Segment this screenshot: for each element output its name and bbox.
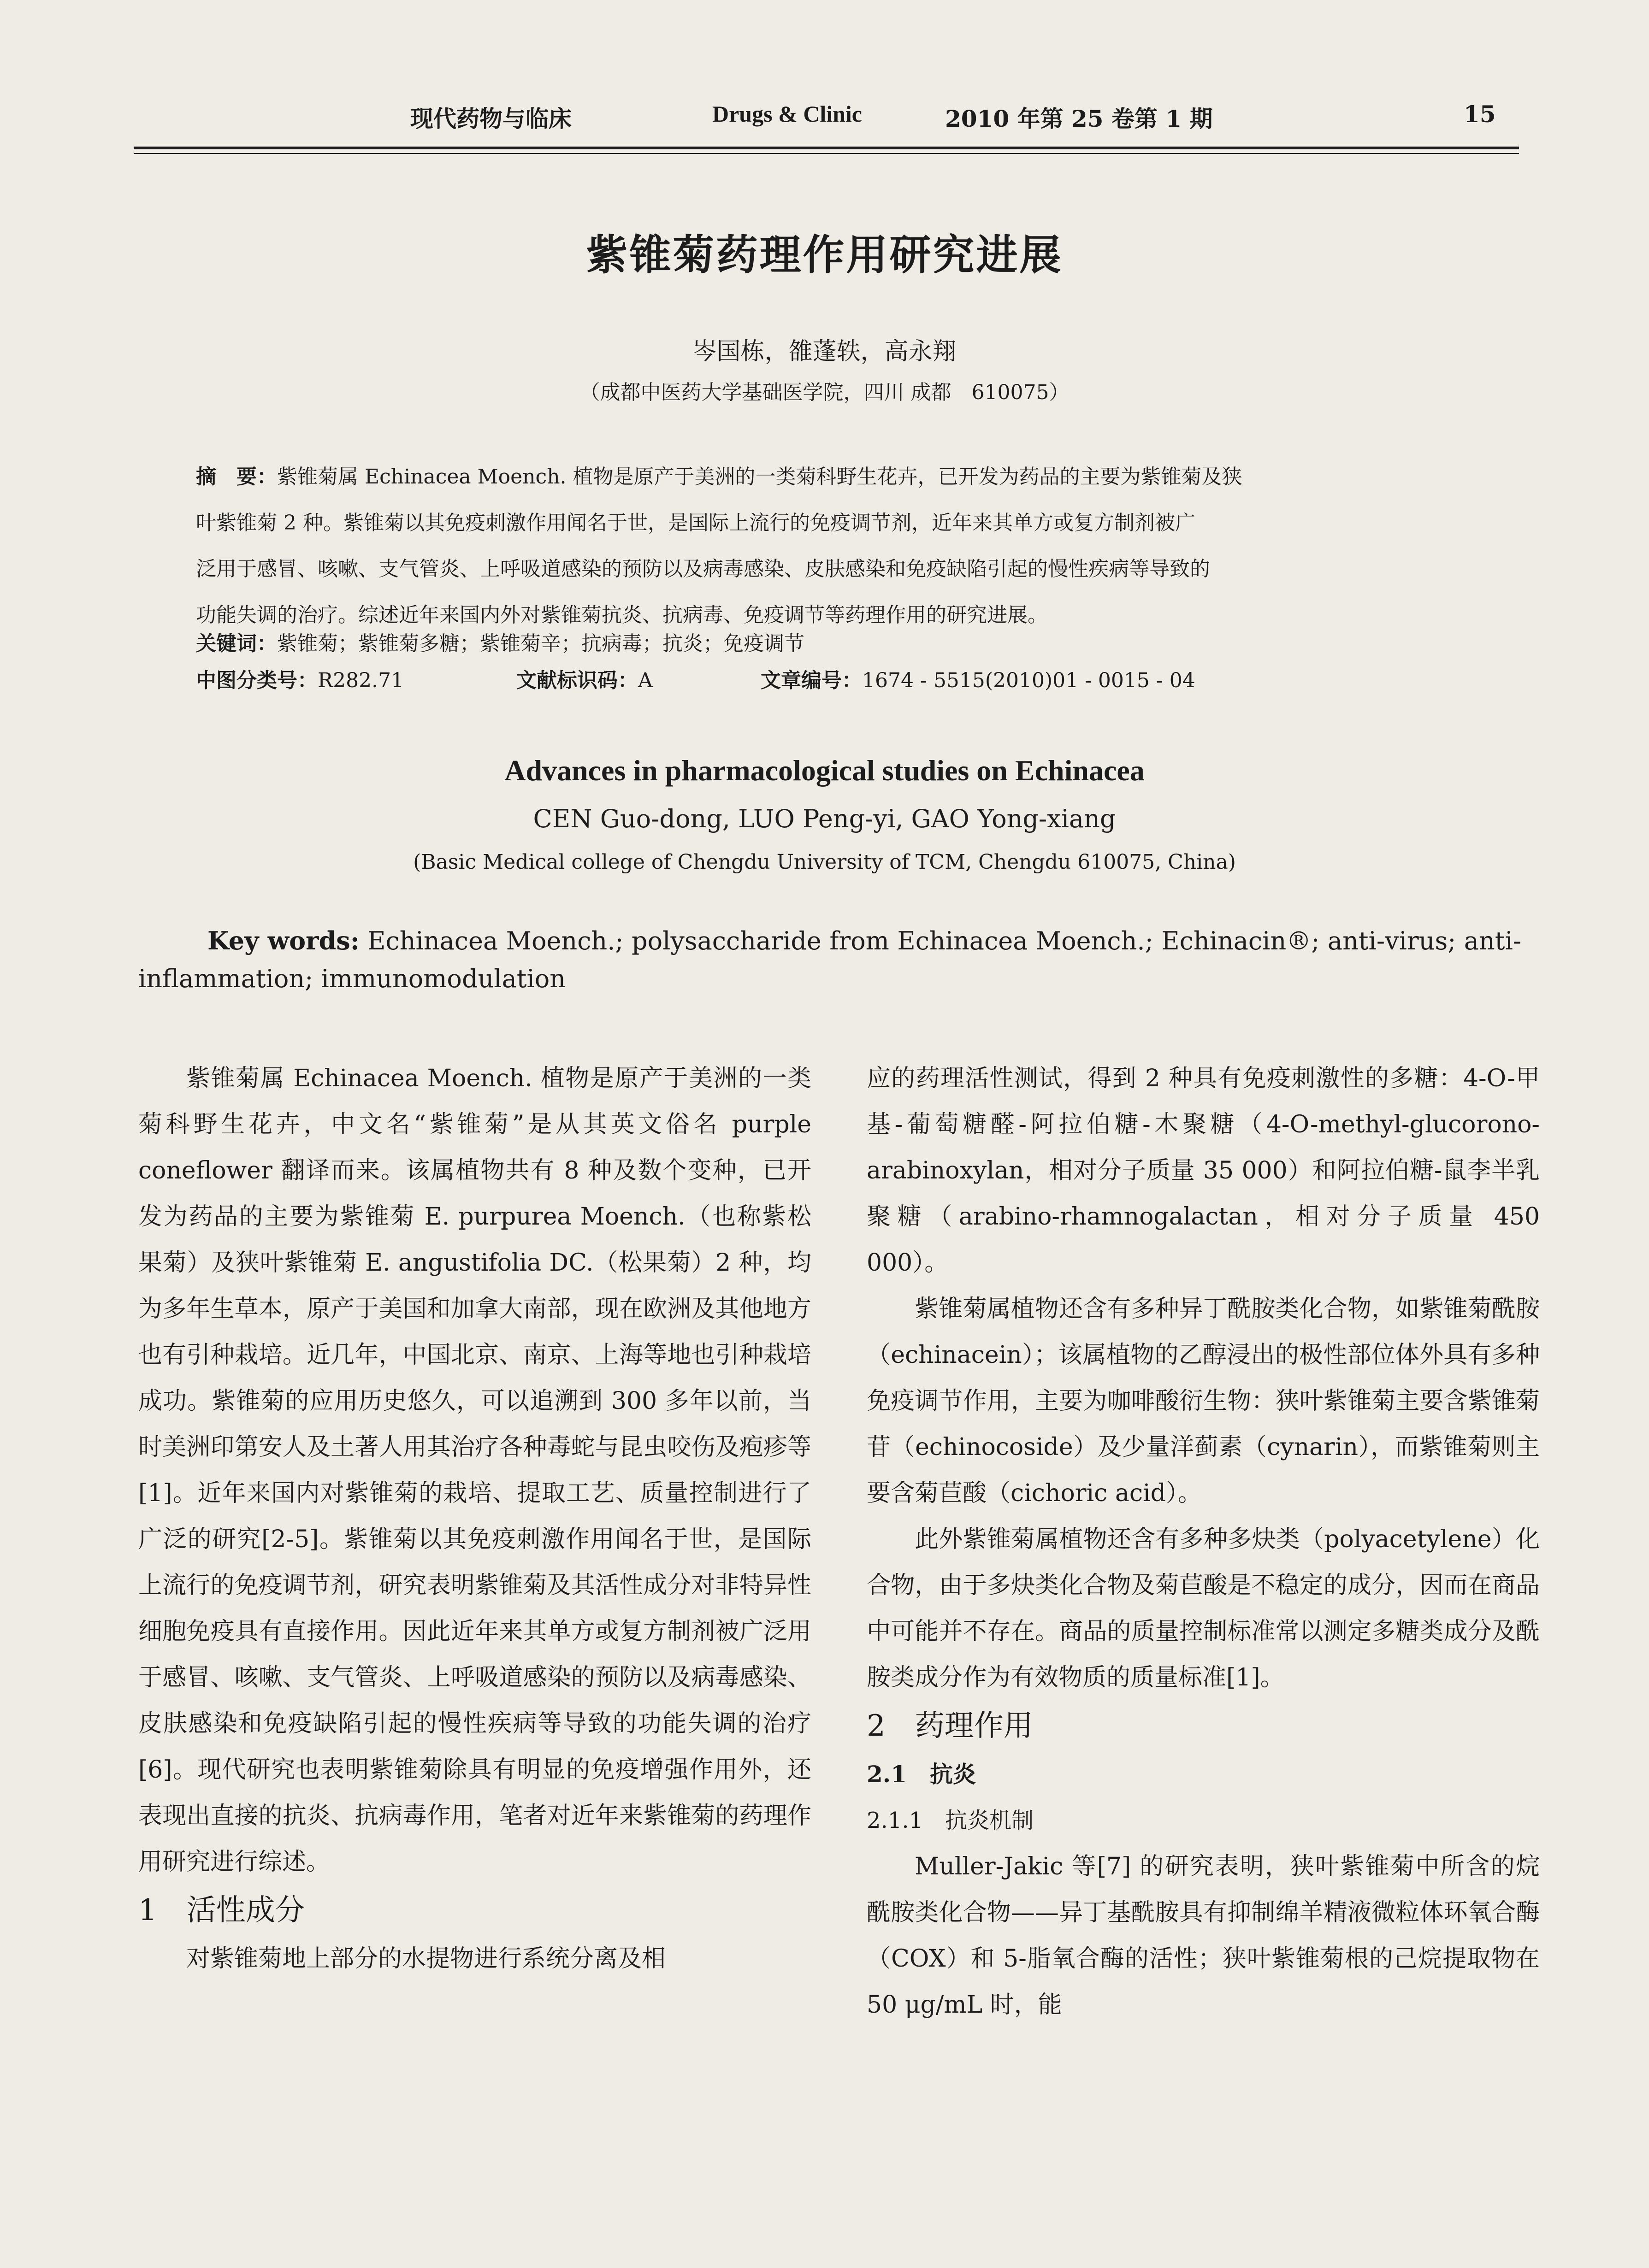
left-paragraph-2: 对紫锥菊地上部分的水提物进行系统分离及相 (186, 1945, 666, 1973)
abstract-line-3: 泛用于感冒、咳嗽、支气管炎、上呼吸道感染的预防以及病毒感染、皮肤感染和免疫缺陷引起的慢性疾病等导致的 (196, 557, 1210, 581)
abstract-label: 摘 要： (196, 465, 277, 489)
keywords-label: 关键词： (196, 632, 277, 655)
left-paragraph-1: 紫锥菊属 Echinacea Moench. 植物是原产于美洲的一类菊科野生花卉，中文名“紫锥菊”是从其英文俗名 purple coneflower 翻译而来。该属植物共有 8 种及数个变种，已开发为药品的主要为紫锥菊 E. purpurea Moench.（也称紫松果菊）及狭叶紫锥菊 E. angustifolia DC.（松果菊）2 种，均为多年生草本，原产于美国和加拿大南部，现在欧洲及其他地方也有引种栽培。近几年，中国北京、南京、上海等地也引种栽培成功。紫锥菊的应用历史悠久，可以追溯到 300 多年以前，当时美洲印第安人及土著人用其治疗各种毒蛇与昆虫咬伤及疱疹等[1]。近年来国内对紫锥菊的栽培、提取工艺、质量控制进行了广泛的研究[2-5]。紫锥菊以其免疫刺激作用闻名于世，是国际上流行的免疫调节剂，研究表明紫锥菊及其活性成分对非特异性细胞免疫具有直接作用。因此近年来其单方或复方制剂被广泛用于感冒、咳嗽、支气管炎、上呼吸道感染的预防以及病毒感染、皮肤感染和免疫缺陷引起的慢性疾病等导致的功能失调的治疗[6]。现代研究也表明紫锥菊除具有明显的免疫增强作用外，还表现出直接的抗炎、抗病毒作用，笔者对近年来紫锥菊的药理作用研究进行综述。 (138, 1065, 811, 1876)
clc-label: 中图分类号： (196, 669, 318, 692)
affiliation-cn: （成都中医药大学基础医学院，四川 成都 610075） (579, 381, 1070, 404)
article-title: 紫锥菊药理作用研究进展 (586, 230, 1063, 279)
section-heading-2: 2 药理作用 (867, 1709, 1033, 1743)
right-paragraph-3: 此外紫锥菊属植物还含有多种多炔类（polyacetylene）化合物，由于多炔类化合物及菊苣酸是不稳定的成分，因而在商品中可能并不存在。商品的质量控制标准常以测定多糖类成分及酰胺类成分作为有效物质的质量标准[1]。 (867, 1526, 1540, 1691)
right-paragraph-1: 应的药理活性测试，得到 2 种具有免疫刺激性的多糖：4-O-甲基-葡萄糖醛-阿拉伯糖-木聚糖（4-O-methyl-glucorono-arabinoxylan，相对分子质量 35 000）和阿拉伯糖-鼠李半乳聚糖（arabino-rhamnogalactan，相对分子质量 450 000）。 (867, 1065, 1540, 1277)
english-affiliation: (Basic Medical college of Chengdu University of TCM, Chengdu 610075, China) (413, 850, 1236, 874)
header-rule-thin (134, 153, 1519, 154)
abstract-line-4: 功能失调的治疗。综述近年来国内外对紫锥菊抗炎、抗病毒、免疫调节等药理作用的研究进展。 (196, 603, 1048, 627)
journal-name-en: Drugs & Clinic (712, 101, 862, 127)
english-keywords-value: Echinacea Moench.; polysaccharide from Echinacea Moench.; Echinacin®; anti-virus; anti-inflammation; immunomodulation (138, 926, 1522, 993)
right-paragraph-4: Muller-Jakic 等[7] 的研究表明，狭叶紫锥菊中所含的烷酰胺类化合物——异丁基酰胺具有抑制绵羊精液微粒体环氧合酶（COX）和 5-脂氧合酶的活性；狭叶紫锥菊根的己烷提取物在 50 μg/mL 时，能 (867, 1853, 1540, 2019)
subsection-heading-2-1-1: 2.1.1 抗炎机制 (867, 1808, 1034, 1833)
page-number: 15 (1464, 100, 1496, 128)
doc-label: 文献标识码： (516, 669, 638, 692)
section-heading-1: 1 活性成分 (138, 1893, 305, 1927)
article-number (761, 664, 1195, 693)
authors-cn: 岑国栋，雒蓬轶，高永翔 (692, 338, 957, 365)
english-keywords-label: Key words: (207, 926, 360, 955)
abstract (196, 454, 1528, 638)
doc-code (516, 664, 653, 693)
keywords-cn (196, 627, 804, 656)
header-rule-thick (134, 147, 1519, 149)
english-title: Advances in pharmacological studies on Echinacea (504, 754, 1145, 787)
article-label: 文章编号： (761, 669, 862, 692)
issue-info: 2010 年第 25 卷第 1 期 (945, 105, 1213, 132)
clc-number (196, 664, 404, 693)
abstract-line-2: 叶紫锥菊 2 种。紫锥菊以其免疫刺激作用闻名于世，是国际上流行的免疫调节剂，近年来其单方或复方制剂被广 (196, 511, 1195, 535)
article-value: 1674 - 5515(2010)01 - 0015 - 04 (862, 669, 1195, 692)
right-paragraph-2: 紫锥菊属植物还含有多种异丁酰胺类化合物，如紫锥菊酰胺（echinacein）；该属植物的乙醇浸出的极性部位体外具有多种免疫调节作用，主要为咖啡酸衍生物：狭叶紫锥菊主要含紫锥菊苷（echinocoside）及少量洋蓟素（cynarin），而紫锥菊则主要含菊苣酸（cichoric acid）。 (867, 1295, 1540, 1507)
english-authors: CEN Guo-dong, LUO Peng-yi, GAO Yong-xiang (533, 804, 1116, 833)
right-column (867, 1055, 1540, 2028)
abstract-line-1: 紫锥菊属 Echinacea Moench. 植物是原产于美洲的一类菊科野生花卉，已开发为药品的主要为紫锥菊及狭 (277, 465, 1242, 489)
subsection-heading-2-1: 2.1 抗炎 (867, 1761, 976, 1788)
journal-name-cn: 现代药物与临床 (410, 105, 572, 132)
english-keywords (138, 922, 1521, 998)
keywords-value: 紫锥菊；紫锥菊多糖；紫锥菊辛；抗病毒；抗炎；免疫调节 (277, 632, 804, 655)
clc-value: R282.71 (318, 669, 404, 692)
left-column (138, 1055, 811, 1982)
doc-value: A (638, 669, 653, 692)
